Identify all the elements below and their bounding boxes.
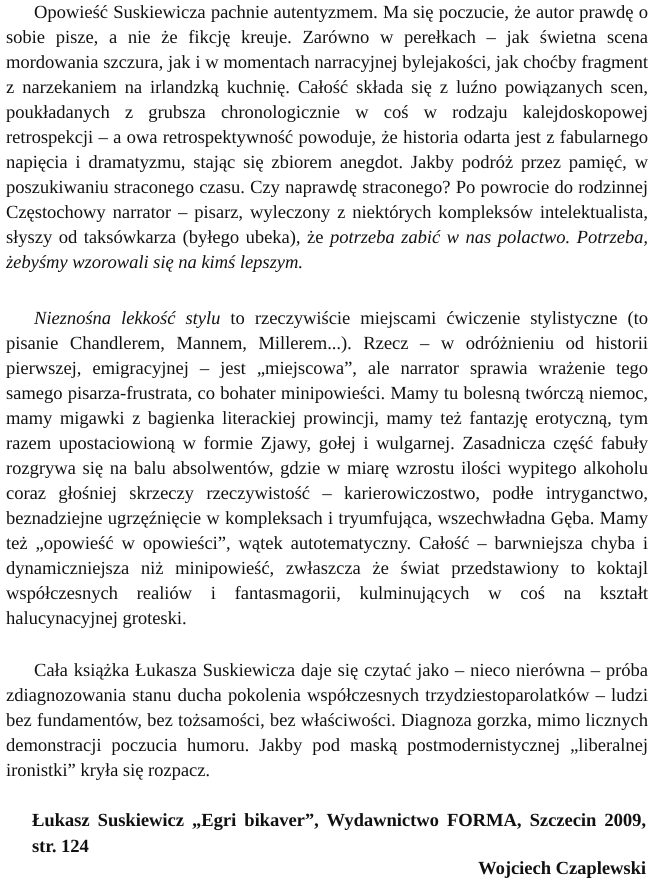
- article-page: [6, 0, 648, 883]
- paragraph-1-text: Opowieść Suskiewicza pachnie autentyzmem. Ma się poczucie, że autor prawdę o sobie pisze, a nie że fikcję kreuje. Zarówno w perełkach – jak świetna scena mordowania szczura, jak i w momentach narracyjnej bylejakości, jak choćby fragment z narzekaniem na irlandzką kuchnię. Całość składa się z luźno powiązanych scen, poukładanych z grubsza chronologicznie w coś w rodzaju kalejdoskopowej retrospekcji – a owa retrospektywność powoduje, że historia odarta jest z fabularnego napięcia i dramatyzmu, stając się zbiorem anegdot. Jakby podróż przez pamięć, w poszukiwaniu straconego czasu. Czy naprawdę straconego? Po powrocie do rodzinnej Częstochowy narrator – pisarz, wyleczony z niektórych kompleksów intelektualista, słyszy od taksówkarza (byłego ubeka), że: [6, 2, 648, 248]
- article-paragraph-1: [6, 0, 648, 275]
- paragraph-1-quote: potrzeba zabić w nas polactwo. Potrzeba, żebyśmy wzorowali się na kimś lepszym.: [6, 227, 648, 273]
- author-signature: Wojciech Czaplewski: [478, 858, 646, 879]
- paragraph-3-text: Cała książka Łukasza Suskiewicza daje się czytać jako – nieco nierówna – próba zdiagnozowania stanu ducha pokolenia współczesnych trzydziestoparolatków – ludzi bez fundamentów, bez tożsamości, bez właściwości. Diagnoza gorzka, mimo licznych demonstracji poczucia humoru. Jakby pod maską postmodernistycznej „liberalnej ironistki” kryła się rozpacz.: [6, 660, 648, 781]
- paragraph-2-text: to rzeczywiście miejscami ćwiczenie stylistyczne (to pisanie Chandlerem, Mannem, Millerem...). Rzecz – w odróżnieniu od historii pierwszej, emigracyjnej – jest „miejscowa”, ale narrator sprawia wrażenie tego samego pisarza-frustrata, co bohater minipowieści. Mamy tu bolesną twórczą niemoc, mamy migawki z bagienka literackiej prowincji, mamy też fantazję erotyczną, tym razem upostaciowioną w formie Zjawy, gołej i wulgarnej. Zasadnicza część fabuły rozgrywa się na balu absolwentów, gdzie w miarę wzrostu ilości wypitego alkoholu coraz głośniej skrzeczy rzeczywistość – karierowiczostwo, podłe intryganctwo, beznadziejne ugrzęźnięcie w kompleksach i tryumfująca, wszechwładna Gęba. Mamy też „opowieść w opowieści”, wątek autotematyczny. Całość – barwniejsza chyba i dynamiczniejsza niż minipowieść, zwłaszcza że świat przedstawiony to koktajl współczesnych realiów i fantasmagorii, kulminujących w coś na kształt halucynacyjnej groteski.: [6, 308, 648, 629]
- paragraph-2-title-italic: Nieznośna lekkość stylu: [34, 308, 221, 329]
- book-info: Łukasz Suskiewicz „Egri bikaver”, Wydawnictwo FORMA, Szczecin 2009, str. 124: [32, 810, 646, 857]
- article-paragraph-3: [6, 658, 648, 783]
- article-paragraph-2: [6, 306, 648, 631]
